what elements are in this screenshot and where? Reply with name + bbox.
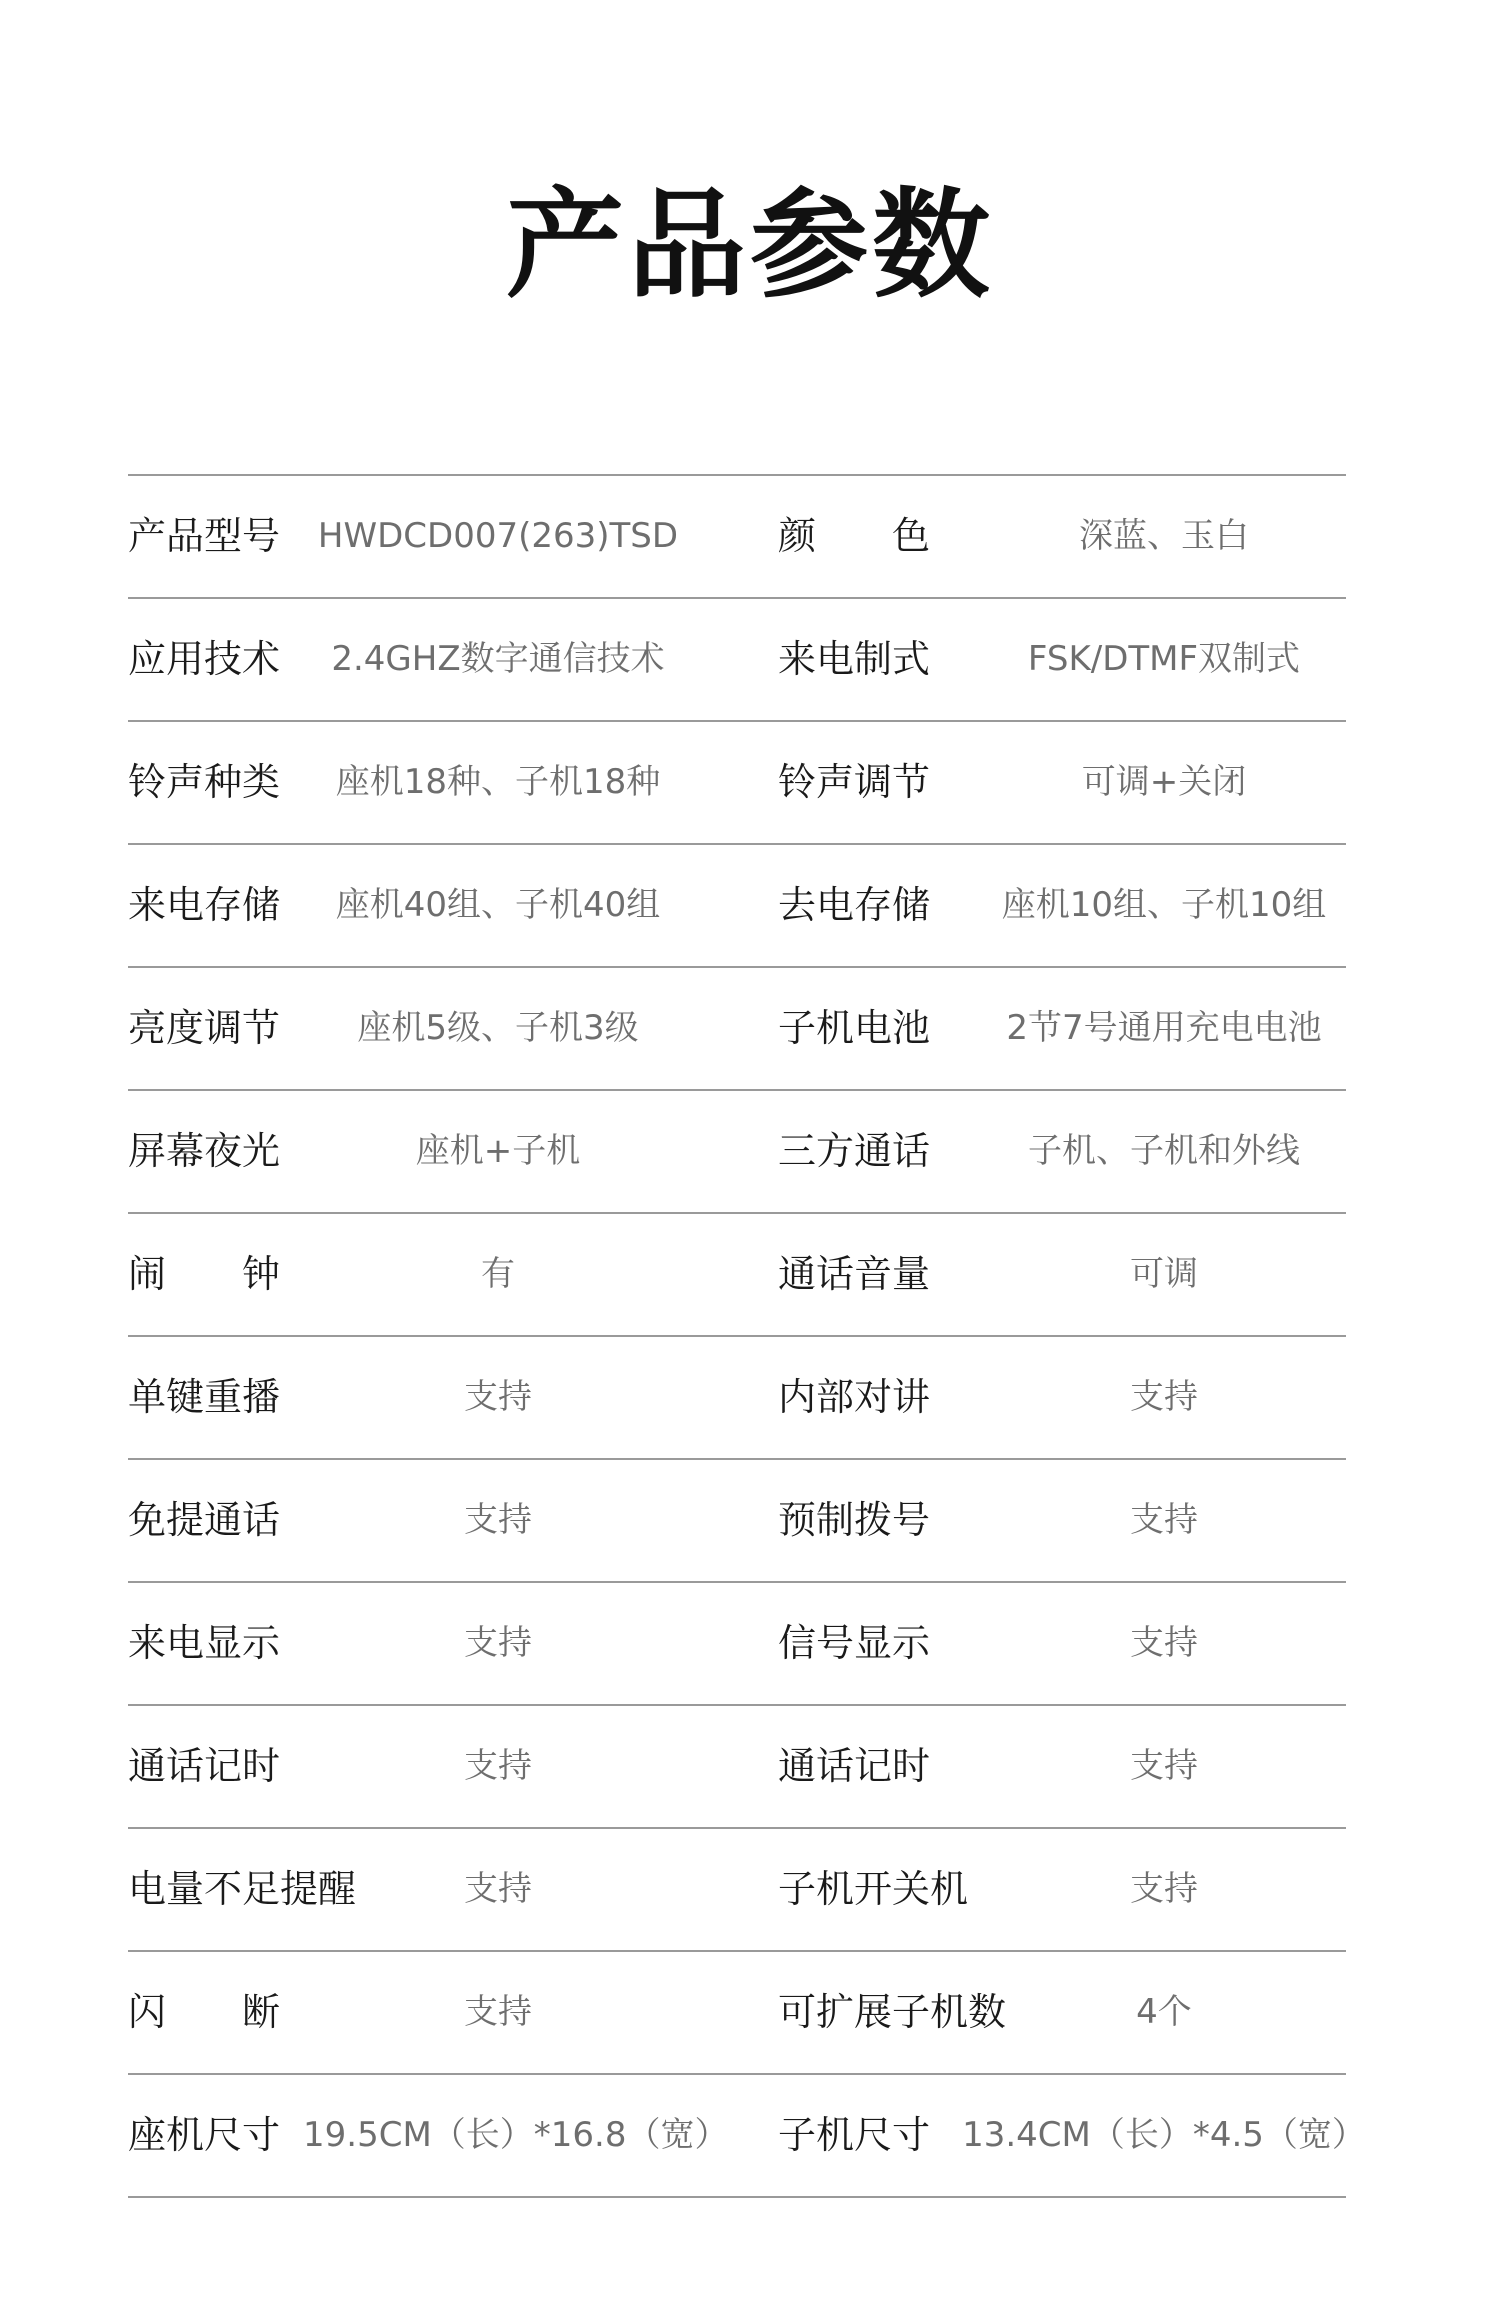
spec-value: 支持 (464, 1500, 532, 1540)
spec-value: 可调 (1130, 1254, 1198, 1294)
spec-value: 座机+子机 (415, 1131, 581, 1171)
spec-label: 通话记时 (778, 1744, 931, 1788)
spec-row (128, 1829, 1346, 1952)
spec-label: 铃声调节 (778, 760, 931, 804)
spec-value: 13.4CM（长）*4.5（宽） (962, 2115, 1366, 2155)
spec-row (128, 845, 1346, 968)
spec-value: 19.5CM（长）*16.8（宽） (303, 2115, 729, 2155)
spec-value: 座机40组、子机40组 (335, 885, 661, 925)
spec-row (128, 1091, 1346, 1214)
spec-row (128, 476, 1346, 599)
spec-value: 支持 (1130, 1500, 1198, 1540)
spec-value: 座机18种、子机18种 (335, 762, 661, 802)
spec-label: 去电存储 (778, 883, 931, 927)
spec-value: 支持 (464, 1869, 532, 1909)
spec-row (128, 722, 1346, 845)
spec-row (128, 1706, 1346, 1829)
spec-label: 来电制式 (778, 637, 931, 681)
spec-label: 亮度调节 (128, 1006, 281, 1050)
spec-value: FSK/DTMF双制式 (1027, 639, 1301, 679)
spec-value: 可调+关闭 (1081, 762, 1247, 802)
spec-row (128, 1337, 1346, 1460)
spec-label: 座机尺寸 (128, 2113, 281, 2157)
spec-label: 闪 断 (128, 1990, 281, 2034)
spec-value: 座机10组、子机10组 (1001, 885, 1327, 925)
spec-table (128, 474, 1366, 2198)
spec-label: 子机开关机 (778, 1867, 969, 1911)
spec-label: 铃声种类 (128, 760, 281, 804)
spec-value: 支持 (1130, 1746, 1198, 1786)
spec-value: 2.4GHZ数字通信技术 (331, 639, 665, 679)
spec-row (128, 1952, 1346, 2075)
spec-value: 座机5级、子机3级 (357, 1008, 639, 1048)
spec-value: 子机、子机和外线 (1028, 1131, 1300, 1171)
spec-label: 屏幕夜光 (128, 1129, 281, 1173)
spec-label: 三方通话 (778, 1129, 931, 1173)
spec-row (128, 599, 1346, 722)
spec-row (128, 1460, 1346, 1583)
spec-row (128, 968, 1346, 1091)
spec-value: 支持 (1130, 1377, 1198, 1417)
spec-row (128, 2075, 1366, 2198)
spec-label: 免提通话 (128, 1498, 281, 1542)
spec-label: 子机电池 (778, 1006, 931, 1050)
spec-label: 产品型号 (128, 514, 281, 558)
spec-label: 来电显示 (128, 1621, 281, 1665)
spec-label: 来电存储 (128, 883, 281, 927)
spec-value: 支持 (1130, 1623, 1198, 1663)
spec-value: 深蓝、玉白 (1079, 516, 1249, 556)
spec-label: 颜 色 (778, 514, 931, 558)
spec-label: 内部对讲 (778, 1375, 931, 1419)
spec-value: 支持 (464, 1377, 532, 1417)
spec-label: 应用技术 (128, 637, 281, 681)
spec-label: 信号显示 (778, 1621, 931, 1665)
spec-value: 支持 (1130, 1869, 1198, 1909)
spec-label: 预制拨号 (778, 1498, 931, 1542)
spec-label: 电量不足提醒 (128, 1867, 357, 1911)
spec-value: 有 (481, 1254, 515, 1294)
spec-value: 支持 (464, 1992, 532, 2032)
spec-row (128, 1583, 1346, 1706)
page-title: 产品参数 (505, 176, 994, 314)
spec-value: 4个 (1136, 1992, 1192, 2032)
spec-label: 通话记时 (128, 1744, 281, 1788)
spec-label: 可扩展子机数 (778, 1990, 1007, 2034)
spec-value: 支持 (464, 1623, 532, 1663)
spec-label: 闹 钟 (128, 1252, 281, 1296)
spec-label: 单键重播 (128, 1375, 281, 1419)
spec-value: 支持 (464, 1746, 532, 1786)
spec-value: 2节7号通用充电电池 (1006, 1008, 1322, 1048)
spec-value: HWDCD007(263)TSD (317, 516, 679, 556)
spec-row (128, 1214, 1346, 1337)
spec-label: 通话音量 (778, 1252, 931, 1296)
spec-label: 子机尺寸 (778, 2113, 931, 2157)
